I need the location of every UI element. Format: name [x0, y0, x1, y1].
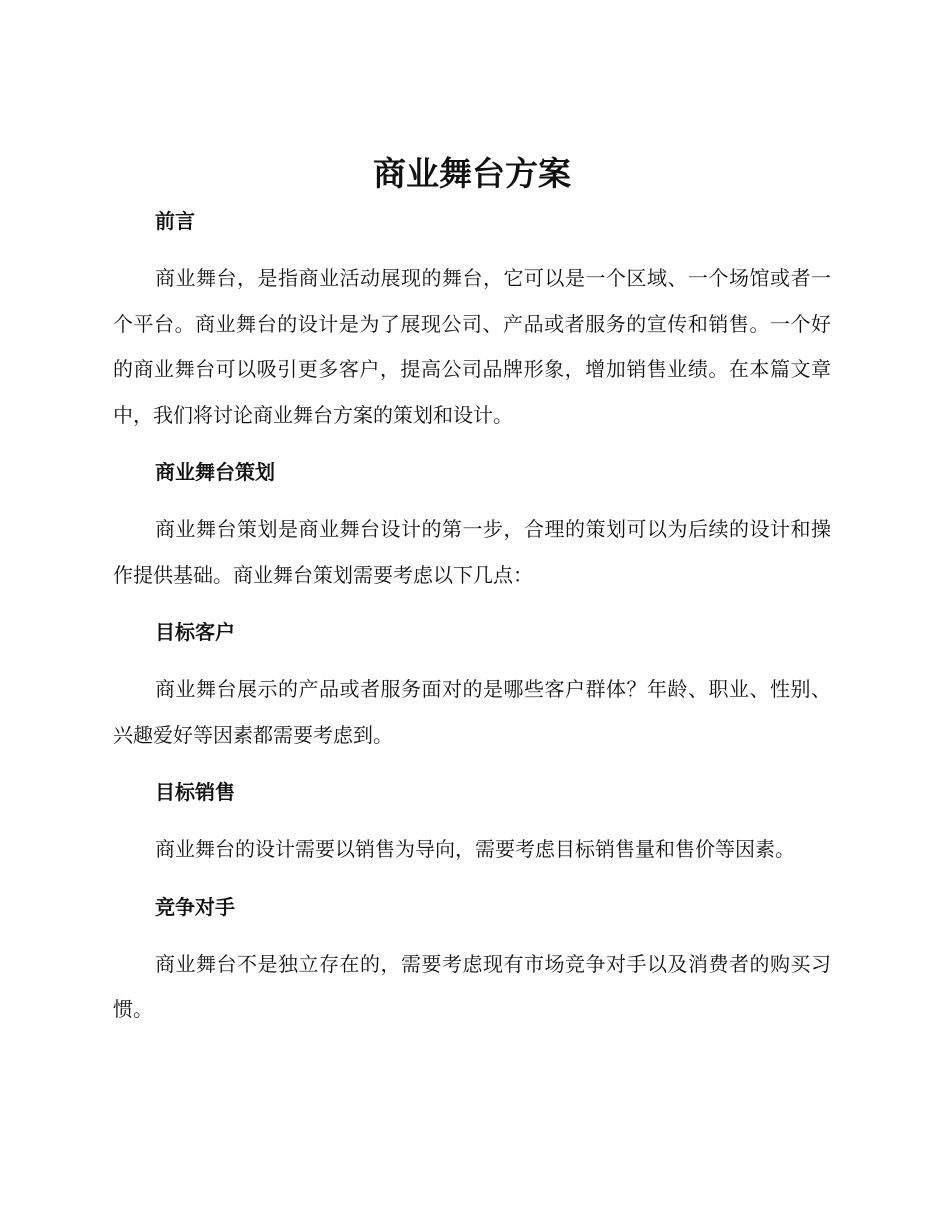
page-title: 商业舞台方案: [373, 154, 571, 193]
section-heading: 竞争对手: [155, 894, 235, 919]
section-paragraph: 商业舞台，是指商业活动展现的舞台，它可以是一个区域、一个场馆或者一个平台。商业舞台的设计是为了展现公司、产品或者服务的宣传和销售。一个好的商业舞台可以吸引更多客户，提高公司品牌形象，增加销售业绩。在本篇文章中，我们将讨论商业舞台方案的策划和设计。: [113, 266, 831, 427]
document-content: [113, 148, 831, 1033]
section-heading: 目标销售: [155, 780, 235, 804]
section-heading: 前言: [155, 209, 195, 233]
section-heading: 商业舞台策划: [155, 460, 275, 484]
section-heading: 目标客户: [155, 620, 235, 644]
section-target-sales: [113, 781, 831, 896]
section-paragraph: 商业舞台的设计需要以销售为导向，需要考虑目标销售量和售价等因素。: [155, 837, 795, 861]
section-preface: [113, 210, 831, 461]
section-target-customers: [113, 621, 831, 781]
section-paragraph: 商业舞台展示的产品或者服务面对的是哪些客户群体？年龄、职业、性别、兴趣爱好等因素都需要考虑到。: [113, 677, 831, 747]
section-planning: [113, 461, 831, 621]
section-paragraph: 商业舞台不是独立存在的，需要考虑现有市场竞争对手以及消费者的购买习惯。: [113, 951, 831, 1021]
section-competitors: [113, 896, 831, 1033]
section-paragraph: 商业舞台策划是商业舞台设计的第一步，合理的策划可以为后续的设计和操作提供基础。商业舞台策划需要考虑以下几点：: [113, 517, 831, 587]
